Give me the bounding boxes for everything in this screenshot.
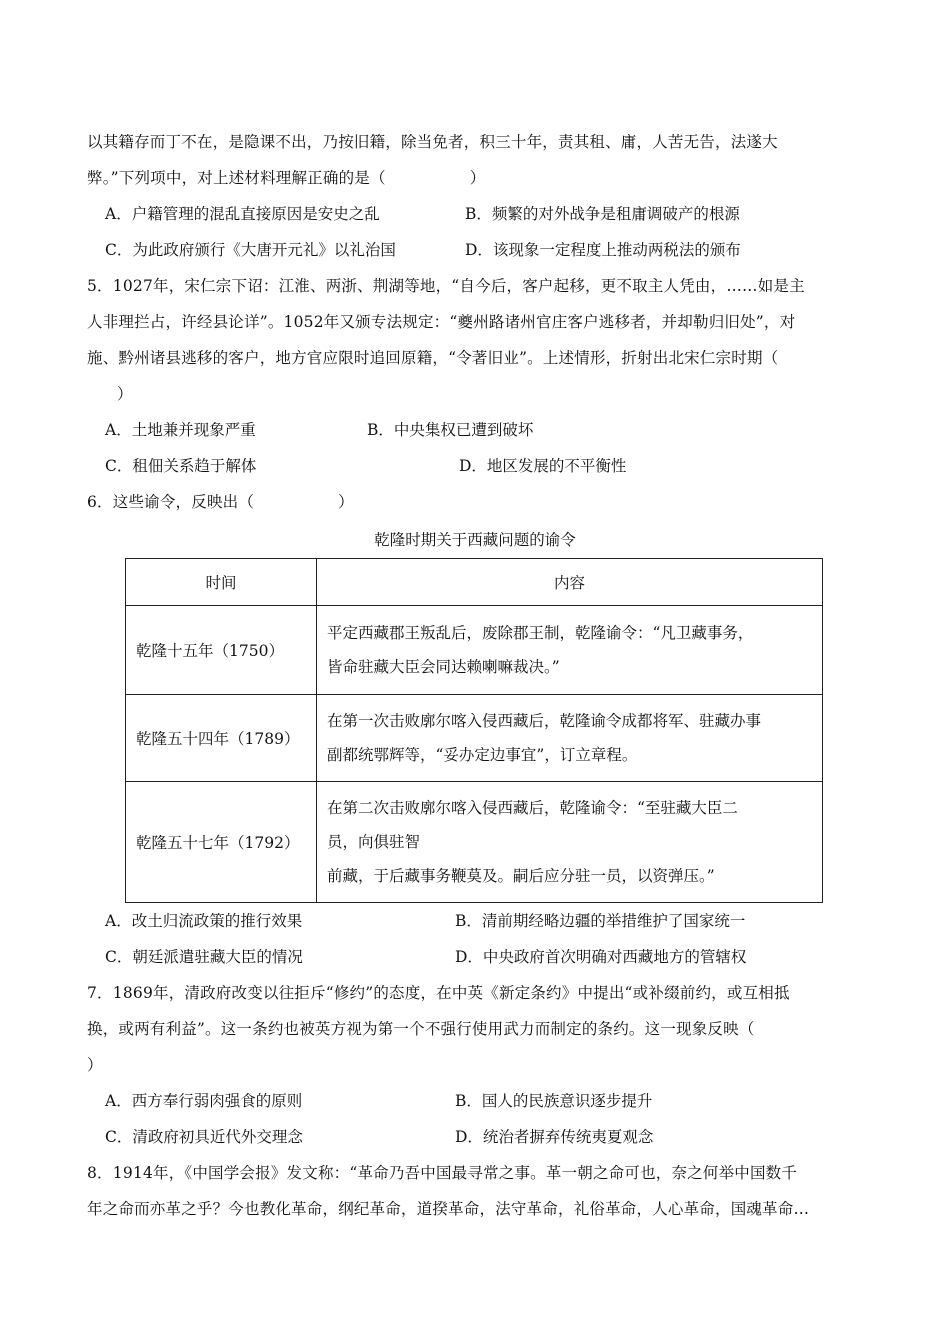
q6-options-row-1 — [87, 903, 863, 939]
q4-option-a[interactable]: A．户籍管理的混乱直接原因是安史之乱 — [105, 205, 380, 223]
row-1-content — [317, 606, 823, 695]
q5-option-c[interactable]: C．租佃关系趋于解体 — [105, 457, 257, 475]
q5-text-line-1: 5．1027年，宋仁宗下诏：江淮、两浙、荆湖等地，“自今后，客户起移，更不取主人凭由，……如是主 — [87, 277, 805, 295]
header-time: 时间 — [126, 559, 317, 606]
q5-option-a[interactable]: A．土地兼并现象严重 — [105, 421, 256, 439]
q8-text-line-2: 年之命而亦革之乎？今也教化革命，纲纪革命，道揆革命，法守革命，礼俗革命，人心革命，国魂革命… — [87, 1200, 810, 1218]
table-header-row — [126, 559, 823, 606]
q5-option-d[interactable]: D．地区发展的不平衡性 — [459, 457, 627, 475]
q4-option-c[interactable]: C．为此政府颁行《大唐开元礼》以礼治国 — [105, 241, 396, 259]
row-1-content-line-2: 皆命驻藏大臣会同达赖喇嘛裁决。” — [327, 658, 560, 676]
q6-options-row-2 — [87, 939, 863, 975]
row-1-time: 乾隆十五年（1750） — [126, 606, 317, 695]
header-content: 内容 — [317, 559, 823, 606]
row-2-time: 乾隆五十四年（1789） — [126, 695, 317, 782]
q7-text-line-1: 7．1869年，清政府改变以往拒斥“修约”的态度，在中英《新定条约》中提出“或补缀前约，或互相抵 — [87, 984, 790, 1002]
q7-options-row-1 — [87, 1083, 863, 1119]
q6-edict-table — [125, 558, 823, 903]
q6-option-a[interactable]: A．改土归流政策的推行效果 — [105, 912, 303, 930]
q4-text-line-1: 以其籍存而丁不在，是隐课不出，乃按旧籍，除当免者，积三十年，责其租、庸，人苦无告，法遂大 — [87, 133, 778, 151]
q5-close-paren: ） — [117, 385, 133, 403]
q5-options-row-2 — [87, 448, 863, 484]
q7-option-d[interactable]: D．统治者摒弃传统夷夏观念 — [455, 1128, 654, 1146]
row-2-content — [317, 695, 823, 782]
q5-text-line-2: 人非理拦占，许经县论详”。1052年又颁专法规定：“夔州路诸州官庄客户逃移者，并却勒归旧处”，对 — [87, 313, 796, 331]
table-row — [126, 606, 823, 695]
table-row — [126, 782, 823, 903]
row-2-content-line-1: 在第一次击败廓尔喀入侵西藏后，乾隆谕令成都将军、驻藏办事 — [327, 712, 762, 730]
q6-option-d[interactable]: D．中央政府首次明确对西藏地方的管辖权 — [455, 948, 747, 966]
q4-options-row-1 — [87, 196, 863, 232]
q5-options-row-1 — [87, 412, 863, 448]
row-3-content — [317, 782, 823, 903]
table-row — [126, 695, 823, 782]
q4-stem-end: 弊。”下列项中，对上述材料理解正确的是（ — [87, 169, 386, 187]
q7-options-row-2 — [87, 1119, 863, 1155]
q8-text-line-1: 8．1914年，《中国学会报》发文称：“革命乃吾中国最寻常之事。革一朝之命可也，奈之何举中国数千 — [87, 1164, 798, 1182]
row-2-content-line-2: 副都统鄂辉等，“妥办定边事宜”，订立章程。 — [327, 746, 638, 764]
q4-option-b[interactable]: B．频繁的对外战争是租庸调破产的根源 — [465, 205, 740, 223]
q6-stem: 6．这些谕令，反映出（ — [87, 493, 255, 511]
q6-close-paren: ） — [338, 493, 354, 511]
q4-close-paren: ） — [469, 169, 486, 187]
q7-option-a[interactable]: A．西方奉行弱肉强食的原则 — [105, 1092, 303, 1110]
q5-option-b[interactable]: B．中央集权已遭到破坏 — [367, 421, 534, 439]
q7-option-c[interactable]: C．清政府初具近代外交理念 — [105, 1128, 303, 1146]
q7-close-paren: ） — [87, 1056, 103, 1074]
q7-text-line-2: 换，或两有利益”。这一条约也被英方视为第一个不强行使用武力而制定的条约。这一现象反映（ — [87, 1020, 755, 1038]
q4-options-row-2 — [87, 232, 863, 268]
q7-option-b[interactable]: B．国人的民族意识逐步提升 — [455, 1092, 653, 1110]
q4-text-line-2 — [87, 160, 863, 196]
q6-option-c[interactable]: C．朝廷派遣驻藏大臣的情况 — [105, 948, 303, 966]
row-3-time: 乾隆五十七年（1792） — [126, 782, 317, 903]
q5-text-line-3: 施、黔州诸县逃移的客户，地方官应限时追回原籍，“令著旧业”。上述情形，折射出北宋仁宗时期（ — [87, 349, 779, 367]
row-3-content-line-1: 在第二次击败廓尔喀入侵西藏后，乾隆谕令：“至驻藏大臣二 — [327, 799, 738, 817]
row-3-content-line-3: 前藏，于后藏事务鞭莫及。嗣后应分驻一员，以资弹压。” — [327, 867, 715, 885]
row-1-content-line-1: 平定西藏郡王叛乱后，废除郡王制，乾隆谕令：“凡卫藏事务， — [327, 624, 754, 642]
q6-table-title: 乾隆时期关于西藏问题的谕令 — [374, 531, 576, 549]
row-3-content-line-2: 员，向俱驻智 — [327, 833, 421, 851]
exam-page — [87, 124, 863, 1227]
q6-stem-line — [87, 484, 863, 520]
q4-option-d[interactable]: D．该现象一定程度上推动两税法的颁布 — [465, 241, 741, 259]
q6-option-b[interactable]: B．清前期经略边疆的举措维护了国家统一 — [455, 912, 746, 930]
